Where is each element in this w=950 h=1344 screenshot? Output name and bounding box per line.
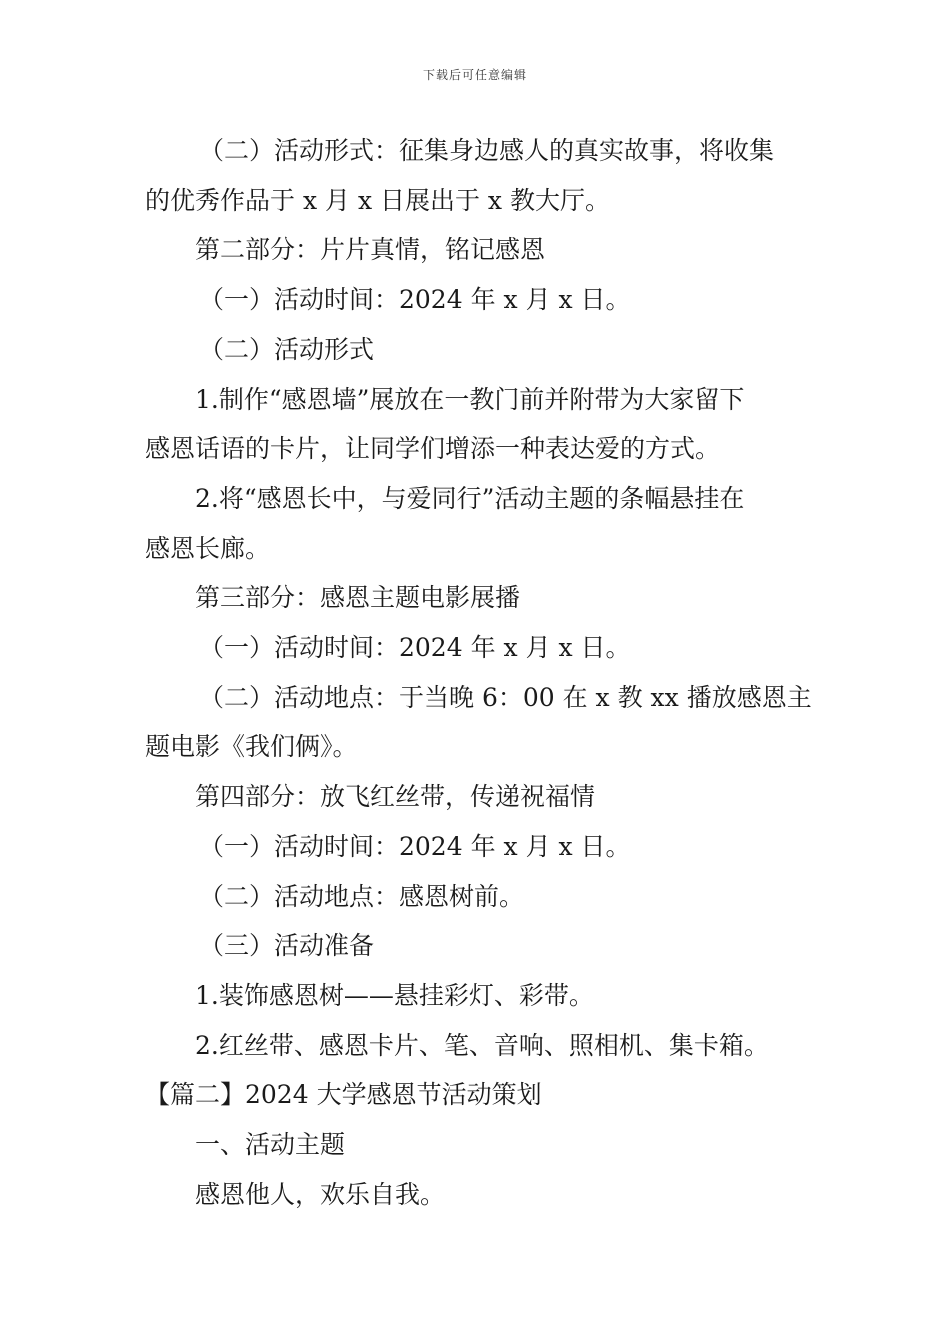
paragraph-line: （二）活动形式 [199, 334, 375, 364]
paragraph-line: 感恩他人，欢乐自我。 [195, 1179, 446, 1209]
chapter-title: 【篇二】2024 大学感恩节活动策划 [145, 1080, 542, 1110]
paragraph-line: （一）活动时间：2024 年 x 月 x 日。 [199, 831, 631, 861]
page-header-note: 下载后可任意编辑 [422, 68, 527, 82]
section-heading: 第二部分：片片真情，铭记感恩 [195, 235, 546, 265]
paragraph-line: （一）活动时间：2024 年 x 月 x 日。 [199, 633, 631, 663]
document-body [145, 126, 810, 1219]
section-heading: 第三部分：感恩主题电影展播 [195, 583, 521, 613]
section-heading: 第四部分：放飞红丝带，传递祝福情 [195, 782, 596, 812]
list-item: 2.红丝带、感恩卡片、笔、音响、照相机、集卡箱。 [195, 1030, 769, 1060]
paragraph-line: 题电影《我们俩》。 [145, 732, 358, 762]
paragraph-line: 感恩话语的卡片，让同学们增添一种表达爱的方式。 [145, 434, 721, 464]
paragraph-line: （三）活动准备 [199, 931, 375, 961]
paragraph-line: （二）活动形式：征集身边感人的真实故事，将收集 [199, 136, 775, 165]
paragraph-line: 的优秀作品于 x 月 x 日展出于 x 教大厅。 [145, 185, 610, 215]
list-item: 1.制作“感恩墙”展放在一教门前并附带为大家留下 [195, 384, 745, 414]
section-heading: 一、活动主题 [195, 1130, 346, 1160]
list-item: 1.装饰感恩树——悬挂彩灯、彩带。 [195, 980, 594, 1010]
paragraph-line: （一）活动时间：2024 年 x 月 x 日。 [199, 285, 631, 315]
list-item: 2.将“感恩长中，与爱同行”活动主题的条幅悬挂在 [195, 483, 745, 513]
paragraph-line: （二）活动地点：于当晚 6：00 在 x 教 xx 播放感恩主 [199, 682, 812, 712]
paragraph-line: （二）活动地点：感恩树前。 [199, 881, 525, 911]
paragraph-line: 感恩长廊。 [145, 533, 271, 563]
